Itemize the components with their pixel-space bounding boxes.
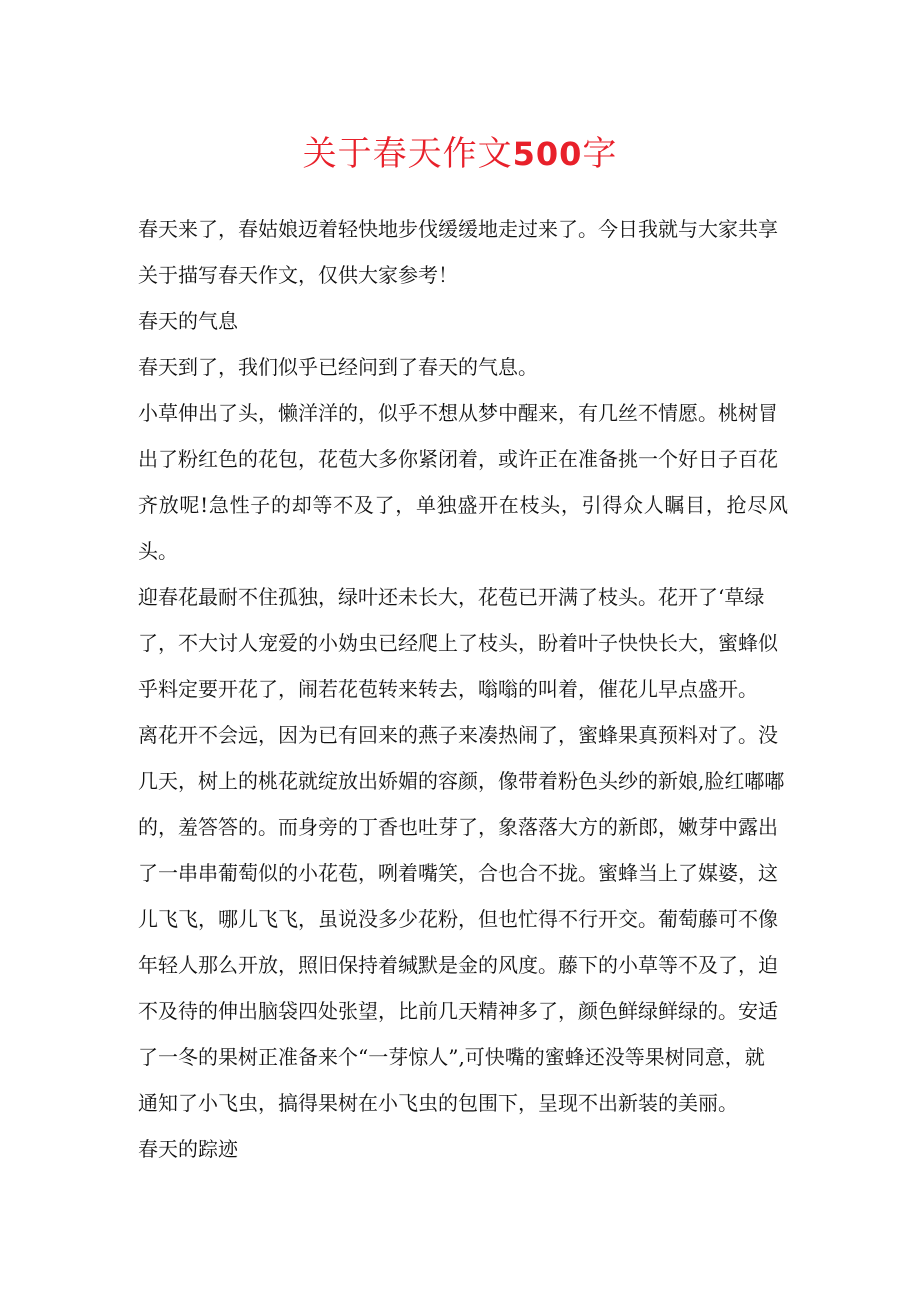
title-suffix: 字 bbox=[582, 134, 618, 174]
paragraph-intro: 春天来了，春姑娘迈着轻快地步伐缓缓地走过来了。今日我就与大家共享 关于描写春天作文，仅供大家参考！ bbox=[138, 217, 778, 287]
section-heading-spring-breath: 春天的气息 bbox=[138, 309, 238, 333]
paragraph: 春天到了，我们似乎已经问到了春天的气息。 bbox=[138, 355, 538, 379]
document-title bbox=[0, 132, 920, 176]
document-body bbox=[138, 206, 788, 1172]
paragraph: 小草伸出了头，懒洋洋的，似乎不想从梦中醒来，有几丝不情愿。桃树冒 出了粉红色的花包，花苞大多你紧闭着，或许正在准备挑一个好日子百花 齐放呢!急性子的却等不及了，单独盛开在枝头，引得众人瞩目，抢尽风头。 迎春花最耐不住孤独，绿叶还未长大，花苞已开满了枝头。花开了‘草绿 了，不大讨人宠爱的小妫虫已经爬上了枝头，盼着叶子快快长大，蜜蜂似 乎料定要开花了，闹若花苞转来转去，嗡嗡的叫着，催花儿早点盛开。 bbox=[138, 401, 788, 701]
title-main: 关于春天作文 bbox=[302, 134, 513, 174]
title-number: 500 bbox=[512, 135, 583, 173]
paragraph: 离花开不会远，因为已有回来的燕子来凑热闹了，蜜蜂果真预料对了。没 几天，树上的桃花就绽放出娇媚的容颜，像带着粉色头纱的新娘,脸红嘟嘟 的，羞答答的。而身旁的丁香也吐芽了，象落落大方的新郎，嫩芽中露出 了一串串葡萄似的小花苞，咧着嘴笑，合也合不拢。蜜蜂当上了媒婆，这 儿飞飞，哪儿飞飞，虽说没多少花粉，但也忙得不行开交。葡萄藤可不像 年轻人那么开放，照旧保持着缄默是金的风度。藤下的小草等不及了，迫 不及待的伸出脑袋四处张望，比前几天精神多了，颜色鲜绿鲜绿的。安适 了一冬的果树正准备来个“一芽惊人”,可快嘴的蜜蜂还没等果树同意，就 通知了小飞虫，搞得果树在小飞虫的包围下，呈现不出新装的美丽。 bbox=[138, 723, 785, 1115]
section-heading-spring-traces: 春天的踪迹 bbox=[138, 1137, 238, 1161]
